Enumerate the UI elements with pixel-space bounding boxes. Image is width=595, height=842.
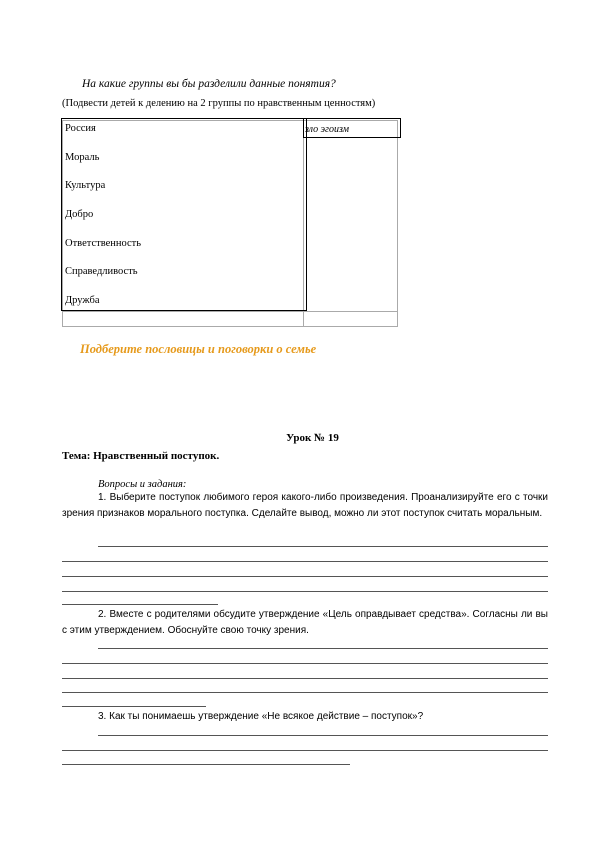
- left-group-box: [61, 118, 307, 311]
- answer-line[interactable]: [62, 706, 206, 707]
- question-2-text: 2. Вместе с родителями обсудите утверждение «Цель оправдывает средства». Согласны ли вы с этим утверждением. Обоснуйте свою точку зрения.: [62, 609, 548, 636]
- concept-item: Мораль: [65, 152, 100, 163]
- concept-item: Справедливость: [65, 266, 138, 277]
- answer-line[interactable]: [98, 735, 548, 736]
- right-group-header: зло эгоизм: [305, 124, 349, 135]
- answer-line[interactable]: [62, 663, 548, 664]
- lesson-topic: Тема: Нравственный поступок.: [62, 450, 220, 462]
- answer-line[interactable]: [62, 561, 548, 562]
- concept-item: Ответственность: [65, 238, 142, 249]
- answer-line[interactable]: [62, 692, 548, 693]
- answer-line[interactable]: [62, 576, 548, 577]
- concept-item: Культура: [65, 180, 106, 191]
- question-2: [62, 607, 548, 639]
- answer-line[interactable]: [62, 678, 548, 679]
- question-3-text: 3. Как ты понимаешь утверждение «Не всякое действие – поступок»?: [98, 711, 424, 722]
- table-bottom-row-line: [62, 311, 397, 312]
- question-1: [62, 490, 548, 522]
- teacher-note: (Подвести детей к делению на 2 группы по нравственным ценностям): [62, 98, 376, 109]
- answer-line[interactable]: [98, 546, 548, 547]
- proverbs-heading: Подберите пословицы и поговорки о семье: [80, 342, 317, 356]
- question-1-text: 1. Выберите поступок любимого героя какого-либо произведения. Проанализируйте его с точки зрения признаков морального поступка. Сделайте вывод, можно ли этот поступок считать моральным.: [62, 492, 548, 519]
- answer-line[interactable]: [62, 591, 548, 592]
- concept-item: Россия: [65, 123, 96, 134]
- answer-line[interactable]: [62, 604, 218, 605]
- questions-heading: Вопросы и задания:: [98, 479, 187, 490]
- question-groups: На какие группы вы бы разделили данные понятия?: [82, 78, 336, 90]
- concept-item: Дружба: [65, 295, 100, 306]
- concept-item: Добро: [65, 209, 94, 220]
- answer-line[interactable]: [98, 648, 548, 649]
- answer-line[interactable]: [62, 764, 350, 765]
- question-3: [62, 709, 548, 725]
- lesson-title: Урок № 19: [286, 432, 339, 444]
- answer-line[interactable]: [62, 750, 548, 751]
